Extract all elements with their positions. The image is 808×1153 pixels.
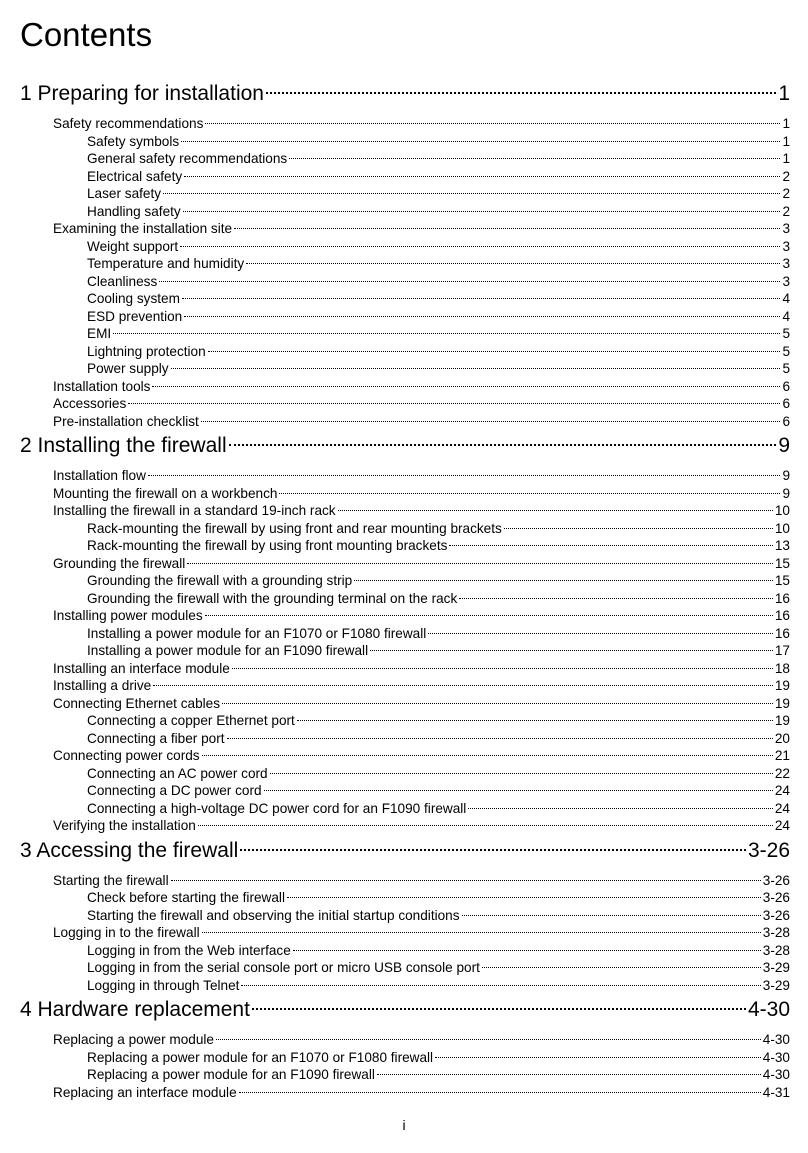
- toc-entry-page: 2: [782, 203, 790, 219]
- toc-entry-title: Starting the firewall and observing the initial startup conditions: [87, 907, 460, 923]
- toc-subsection-entry[interactable]: [20, 1066, 790, 1084]
- toc-entry-title: Installation flow: [53, 468, 146, 483]
- toc-subsection-entry[interactable]: [20, 889, 790, 907]
- dot-leader: [184, 176, 780, 177]
- toc-section-entry[interactable]: [20, 378, 790, 396]
- dot-leader: [152, 386, 780, 387]
- toc-section-entry[interactable]: [20, 677, 790, 695]
- dot-leader: [289, 158, 780, 159]
- toc-entry-title: Installing the firewall in a standard 19-inch rack: [53, 503, 336, 518]
- toc-entry-page: 21: [774, 748, 790, 763]
- dot-leader: [202, 932, 761, 933]
- toc-entry-title: Safety recommendations: [53, 116, 204, 131]
- toc-entry-title: 1 Preparing for installation: [20, 82, 264, 105]
- toc-entry-title: Installing a drive: [53, 678, 152, 693]
- dot-leader: [153, 685, 773, 686]
- dot-leader: [171, 368, 781, 369]
- toc-entry-title: Connecting an AC power cord: [87, 765, 268, 781]
- toc-subsection-entry[interactable]: [20, 343, 790, 361]
- dot-leader: [504, 528, 773, 529]
- toc-subsection-entry[interactable]: [20, 203, 790, 221]
- toc-subsection-entry[interactable]: [20, 977, 790, 995]
- toc-entry-page: 5: [782, 326, 790, 341]
- toc-entry-title: Installing an interface module: [53, 660, 230, 676]
- toc-entry-title: Rack-mounting the firewall by using front and rear mounting brackets: [87, 520, 502, 536]
- dot-leader: [180, 246, 780, 247]
- dot-leader: [205, 123, 780, 124]
- toc-entry-page: 6: [782, 378, 790, 394]
- dot-leader: [240, 849, 746, 851]
- toc-subsection-entry[interactable]: [20, 168, 790, 186]
- dot-leader: [229, 444, 777, 446]
- toc-entry-page: 4-31: [762, 1084, 790, 1100]
- toc-entry-page: 3-26: [747, 838, 790, 862]
- dot-leader: [182, 298, 781, 299]
- toc-entry-title: Check before starting the firewall: [87, 890, 285, 905]
- toc-entry-page: 20: [774, 730, 790, 746]
- toc-entry-page: 3: [782, 238, 790, 254]
- toc-section-entry[interactable]: [20, 1084, 790, 1102]
- toc-subsection-entry[interactable]: [20, 730, 790, 748]
- toc-entry-title: Replacing an interface module: [53, 1084, 237, 1100]
- dot-leader: [216, 1039, 761, 1040]
- dot-leader: [462, 915, 761, 916]
- dot-leader: [181, 141, 780, 142]
- toc-subsection-entry[interactable]: [20, 907, 790, 925]
- dot-leader: [428, 633, 773, 634]
- toc-subsection-entry[interactable]: [20, 572, 790, 590]
- toc-entry-page: 22: [774, 765, 790, 781]
- toc-subsection-entry[interactable]: [20, 942, 790, 960]
- toc-entry-title: Power supply: [87, 361, 169, 376]
- toc-subsection-entry[interactable]: [20, 800, 790, 818]
- toc-entry-page: 3-26: [762, 907, 790, 923]
- toc-subsection-entry[interactable]: [20, 273, 790, 291]
- dot-leader: [482, 967, 761, 968]
- toc-subsection-entry[interactable]: [20, 765, 790, 783]
- dot-leader: [113, 333, 780, 334]
- toc-entry-title: Connecting a high-voltage DC power cord for an F1090 firewall: [87, 800, 467, 816]
- dot-leader: [354, 580, 773, 581]
- dot-leader: [198, 825, 773, 826]
- toc-entry-title: Connecting power cords: [53, 748, 200, 763]
- dot-leader: [246, 263, 780, 264]
- toc-entry-title: 2 Installing the firewall: [20, 434, 227, 457]
- toc-entry-page: 24: [774, 800, 790, 816]
- toc-entry-title: Replacing a power module: [53, 1032, 214, 1047]
- toc-entry-title: Lightning protection: [87, 343, 206, 359]
- toc-subsection-entry[interactable]: [20, 133, 790, 151]
- dot-leader: [128, 403, 780, 404]
- toc-entry-page: 1: [778, 82, 790, 105]
- toc-subsection-entry[interactable]: [20, 712, 790, 730]
- toc-entry-title: Electrical safety: [87, 168, 183, 184]
- toc-entry-title: Grounding the firewall with the grounding terminal on the rack: [87, 590, 458, 606]
- toc-section-entry[interactable]: [20, 695, 790, 713]
- toc-entry-page: 6: [782, 396, 790, 411]
- toc-entry-title: Handling safety: [87, 203, 181, 219]
- toc-entry-title: Connecting a DC power cord: [87, 783, 262, 798]
- toc-subsection-entry[interactable]: [20, 959, 790, 977]
- toc-entry-page: 1: [782, 133, 790, 149]
- toc-entry-title: Safety symbols: [87, 133, 180, 149]
- toc-entry-title: Rack-mounting the firewall by using front mounting brackets: [87, 538, 448, 553]
- toc-section-entry[interactable]: [20, 817, 790, 835]
- toc-subsection-entry[interactable]: [20, 185, 790, 203]
- toc-subsection-entry[interactable]: [20, 255, 790, 273]
- toc-entry-title: Weight support: [87, 238, 179, 254]
- toc-chapter-entry[interactable]: [20, 430, 790, 462]
- toc-entry-title: Accessories: [53, 396, 127, 411]
- toc-entry-title: Connecting Ethernet cables: [53, 695, 221, 711]
- toc-entry-title: Mounting the firewall on a workbench: [53, 485, 278, 501]
- toc-entry-page: 3-29: [762, 977, 790, 993]
- dot-leader: [270, 773, 773, 774]
- toc-entry-title: General safety recommendations: [87, 151, 288, 166]
- toc-entry-title: Examining the installation site: [53, 221, 233, 236]
- toc-subsection-entry[interactable]: [20, 308, 790, 326]
- toc-entry-title: Verifying the installation: [53, 818, 196, 833]
- dot-leader: [241, 985, 760, 986]
- toc-subsection-entry[interactable]: [20, 1049, 790, 1067]
- toc-entry-page: 3-28: [762, 942, 790, 958]
- toc-entry-title: Pre-installation checklist: [53, 413, 199, 429]
- toc-entry-page: 4: [782, 291, 790, 306]
- toc-entry-page: 13: [774, 538, 790, 553]
- toc-entry-page: 17: [774, 643, 790, 658]
- toc-entry-page: 3: [782, 256, 790, 271]
- toc-entry-title: Logging in through Telnet: [87, 977, 240, 993]
- dot-leader: [252, 1008, 746, 1010]
- dot-leader: [468, 808, 773, 809]
- toc-entry-page: 10: [774, 503, 790, 518]
- toc-entry-page: 4: [782, 308, 790, 324]
- dot-leader: [184, 316, 780, 317]
- toc-entry-title: Replacing a power module for an F1070 or F1080 firewall: [87, 1049, 434, 1065]
- toc-entry-page: 4-30: [762, 1032, 790, 1047]
- toc-subsection-entry[interactable]: [20, 290, 790, 308]
- toc-entry-title: Cleanliness: [87, 273, 158, 289]
- dot-leader: [338, 510, 773, 511]
- toc-section-entry[interactable]: [20, 395, 790, 413]
- toc-entry-page: 15: [774, 573, 790, 588]
- dot-leader: [183, 211, 781, 212]
- toc-entry-page: 16: [774, 608, 790, 623]
- toc-entry-page: 10: [774, 520, 790, 536]
- toc-entry-title: ESD prevention: [87, 308, 183, 324]
- toc-entry-page: 6: [782, 413, 790, 429]
- toc-section-entry[interactable]: [20, 485, 790, 503]
- dot-leader: [201, 421, 781, 422]
- dot-leader: [264, 790, 773, 791]
- toc-section-entry[interactable]: [20, 115, 790, 133]
- toc-entry-page: 18: [774, 660, 790, 676]
- toc-entry-page: 3-29: [762, 960, 790, 975]
- toc-entry-page: 4-30: [762, 1067, 790, 1082]
- toc-subsection-entry[interactable]: [20, 520, 790, 538]
- toc-subsection-entry[interactable]: [20, 782, 790, 800]
- dot-leader: [163, 193, 780, 194]
- toc-entry-title: Logging in from the Web interface: [87, 942, 291, 958]
- toc-entry-page: 9: [782, 468, 790, 483]
- toc-entry-page: 4-30: [762, 1049, 790, 1065]
- toc-section-entry[interactable]: [20, 607, 790, 625]
- toc-chapter-entry[interactable]: [20, 78, 790, 110]
- toc-chapter-entry[interactable]: [20, 994, 790, 1026]
- toc-entry-page: 1: [782, 151, 790, 166]
- dot-leader: [232, 668, 773, 669]
- dot-leader: [287, 897, 761, 898]
- toc-section-entry[interactable]: [20, 413, 790, 431]
- toc-subsection-entry[interactable]: [20, 642, 790, 660]
- toc-entry-page: 5: [782, 361, 790, 376]
- toc-chapter-entry[interactable]: [20, 835, 790, 867]
- toc-subsection-entry[interactable]: [20, 625, 790, 643]
- dot-leader: [234, 228, 780, 229]
- dot-leader: [227, 738, 773, 739]
- dot-leader: [297, 720, 773, 721]
- toc-section-entry[interactable]: [20, 660, 790, 678]
- toc-entry-title: Grounding the firewall: [53, 555, 186, 571]
- toc-entry-title: Installing a power module for an F1070 or F1080 firewall: [87, 625, 427, 641]
- toc-entry-title: 3 Accessing the firewall: [20, 838, 239, 862]
- dot-leader: [435, 1057, 761, 1058]
- toc-section-entry[interactable]: [20, 220, 790, 238]
- dot-leader: [279, 493, 780, 494]
- toc-entry-title: 4 Hardware replacement: [20, 998, 250, 1021]
- toc-entry-title: Grounding the firewall with a grounding strip: [87, 573, 353, 588]
- toc-entry-title: Logging in from the serial console port or micro USB console port: [87, 960, 480, 975]
- toc-section-entry[interactable]: [20, 1031, 790, 1049]
- toc-section-entry[interactable]: [20, 924, 790, 942]
- toc-entry-title: Installation tools: [53, 378, 151, 394]
- dot-leader: [202, 755, 773, 756]
- dot-leader: [222, 703, 773, 704]
- toc-entry-title: Connecting a copper Ethernet port: [87, 713, 295, 728]
- dot-leader: [148, 475, 780, 476]
- page-number-footer: i: [402, 1117, 406, 1133]
- toc-entry-page: 19: [774, 713, 790, 728]
- page-title: Contents: [20, 16, 153, 53]
- dot-leader: [459, 598, 773, 599]
- toc-entry-page: 2: [782, 168, 790, 184]
- toc-subsection-entry[interactable]: [20, 325, 790, 343]
- toc-section-entry[interactable]: [20, 872, 790, 890]
- toc-entry-title: Installing a power module for an F1090 firewall: [87, 643, 369, 658]
- dot-leader: [159, 281, 780, 282]
- dot-leader: [449, 545, 772, 546]
- toc-entry-page: 16: [774, 590, 790, 606]
- dot-leader: [205, 615, 773, 616]
- toc-entry-page: 9: [778, 434, 790, 457]
- toc-subsection-entry[interactable]: [20, 590, 790, 608]
- toc-section-entry[interactable]: [20, 747, 790, 765]
- dot-leader: [293, 950, 761, 951]
- toc-entry-page: 4-30: [747, 998, 790, 1021]
- toc-entry-page: 2: [782, 186, 790, 201]
- toc-entry-page: 3-26: [762, 890, 790, 905]
- toc-entry-title: EMI: [87, 326, 112, 341]
- dot-leader: [208, 351, 781, 352]
- dot-leader: [266, 92, 776, 94]
- toc-subsection-entry[interactable]: [20, 150, 790, 168]
- toc-entry-page: 9: [782, 485, 790, 501]
- toc-subsection-entry[interactable]: [20, 537, 790, 555]
- toc-entry-title: Logging in to the firewall: [53, 925, 200, 940]
- table-of-contents: [20, 78, 790, 1101]
- dot-leader: [171, 880, 761, 881]
- toc-entry-title: Replacing a power module for an F1090 firewall: [87, 1067, 375, 1082]
- dot-leader: [239, 1092, 761, 1093]
- toc-entry-page: 3: [782, 273, 790, 289]
- toc-entry-page: 3-28: [762, 925, 790, 940]
- toc-entry-page: 5: [782, 343, 790, 359]
- toc-entry-title: Installing power modules: [53, 608, 203, 623]
- toc-entry-page: 19: [774, 678, 790, 693]
- toc-entry-title: Connecting a fiber port: [87, 730, 225, 746]
- toc-section-entry[interactable]: [20, 502, 790, 520]
- toc-entry-page: 3-26: [762, 872, 790, 888]
- toc-section-entry[interactable]: [20, 555, 790, 573]
- toc-entry-page: 24: [774, 783, 790, 798]
- toc-entry-title: Temperature and humidity: [87, 256, 245, 271]
- toc-subsection-entry[interactable]: [20, 360, 790, 378]
- toc-entry-page: 15: [774, 555, 790, 571]
- dot-leader: [187, 563, 773, 564]
- toc-entry-title: Cooling system: [87, 291, 180, 306]
- toc-subsection-entry[interactable]: [20, 238, 790, 256]
- toc-entry-page: 19: [774, 695, 790, 711]
- toc-entry-title: Laser safety: [87, 186, 162, 201]
- toc-section-entry[interactable]: [20, 467, 790, 485]
- dot-leader: [370, 650, 773, 651]
- toc-entry-page: 16: [774, 625, 790, 641]
- toc-entry-page: 24: [774, 818, 790, 833]
- toc-entry-page: 1: [782, 116, 790, 131]
- dot-leader: [377, 1074, 761, 1075]
- toc-entry-title: Starting the firewall: [53, 872, 169, 888]
- toc-entry-page: 3: [782, 221, 790, 236]
